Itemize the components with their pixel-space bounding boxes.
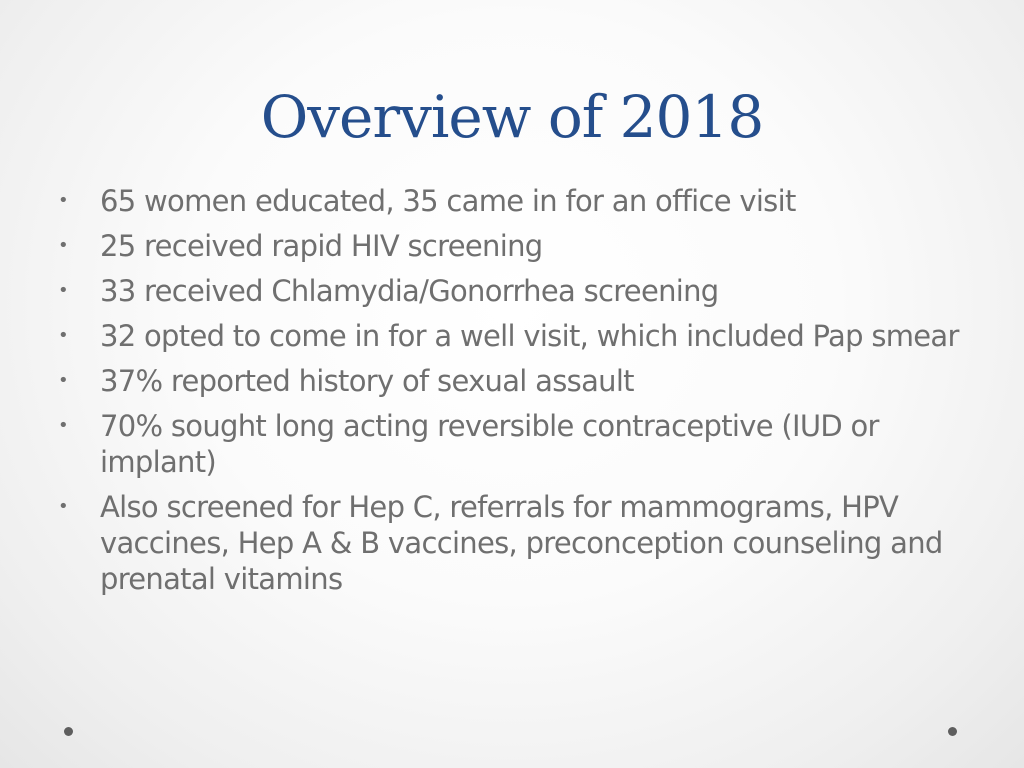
decorative-dot-right: [948, 727, 957, 736]
bullet-item-5: • 37% reported history of sexual assault: [100, 363, 980, 399]
bullet-item-3: • 33 received Chlamydia/Gonorrhea screening: [100, 273, 980, 309]
bullet-item-2: • 25 received rapid HIV screening: [100, 228, 980, 264]
bullet-item-4: • 32 opted to come in for a well visit, which included Pap smear: [100, 318, 980, 354]
decorative-dot-left: [64, 727, 73, 736]
slide-title: Overview of 2018: [260, 83, 764, 151]
bullet-list: [100, 183, 980, 606]
bullet-item-1: • 65 women educated, 35 came in for an office visit: [100, 183, 980, 219]
bullet-item-6: • 70% sought long acting reversible contraceptive (IUD or implant): [100, 408, 980, 480]
bullet-item-7: • Also screened for Hep C, referrals for mammograms, HPV vaccines, Hep A & B vaccines, preconception counseling and prenatal vitamins: [100, 489, 980, 597]
